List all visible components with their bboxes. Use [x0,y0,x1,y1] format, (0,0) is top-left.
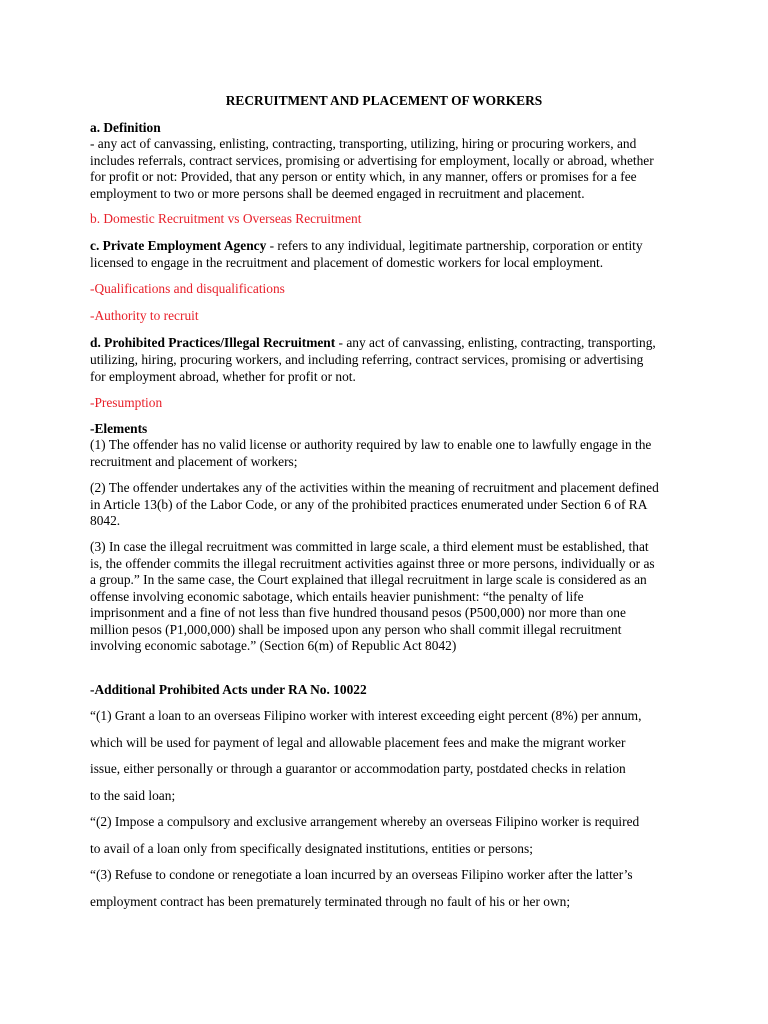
element-line: million pesos (P1,000,000) shall be imposed upon any person who shall commit illegal recruitment [90,621,622,637]
private-agency-line: licensed to engage in the recruitment and placement of domestic workers for local employment. [90,255,604,270]
additional-act-line: “(1) Grant a loan to an overseas Filipino worker with interest exceeding eight percent (8%) per annum, [90,708,642,723]
private-agency-text: - refers to any individual, legitimate partnership, corporation or entity [266,238,643,253]
domestic-vs-overseas-heading: b. Domestic Recruitment vs Overseas Recruitment [90,211,362,226]
additional-act-line: “(3) Refuse to condone or renegotiate a loan incurred by an overseas Filipino worker after the latter’s [90,867,633,882]
qualifications-heading: -Qualifications and disqualifications [90,281,285,296]
prohibited-text: - any act of canvassing, enlisting, contracting, transporting, [335,335,656,350]
definition-line: for profit or not: Provided, that any person or entity which, in any manner, offers or promises for a fee [90,169,637,184]
definition-heading: a. Definition [90,120,161,135]
element-line: in Article 13(b) of the Labor Code, or any of the prohibited practices enumerated under Section 6 of RA [90,496,648,512]
prohibited-heading: d. Prohibited Practices/Illegal Recruitment [90,335,336,350]
element-line: imprisonment and a fine of not less than five hundred thousand pesos (P500,000) nor more than one [90,605,626,620]
definition-line: employment to two or more persons shall be deemed engaged in recruitment and placement. [90,185,585,201]
additional-acts-heading: -Additional Prohibited Acts under RA No. 10022 [90,682,367,697]
definition-line: includes referrals, contract services, promising or advertising for employment, locally or abroad, whether [90,152,654,168]
prohibited-line [90,335,656,352]
additional-act-line: employment contract has been prematurely terminated through no fault of his or her own; [90,893,571,909]
authority-heading: -Authority to recruit [90,308,199,323]
element-line: is, the offender commits the illegal recruitment activities against three or more persons, individually or as [90,555,655,571]
private-agency-line [90,238,643,255]
element-line: a group.” In the same case, the Court explained that illegal recruitment in large scale is considered as an [90,572,647,587]
additional-act-line: to avail of a loan only from specifically designated institutions, entities or persons; [90,840,533,856]
document-title: RECRUITMENT AND PLACEMENT OF WORKERS [225,93,543,108]
additional-act-line: which will be used for payment of legal and allowable placement fees and make the migrant worker [90,734,626,750]
elements-heading: -Elements [90,421,148,436]
element-line: recruitment and placement of workers; [90,453,298,469]
element-line: offense involving economic sabotage, which entails heavier punishment: “the penalty of life [90,588,584,604]
prohibited-line: utilizing, hiring, procuring workers, and including referring, contract services, promising or advertising [90,352,644,367]
element-line: (1) The offender has no valid license or authority required by law to enable one to lawfully engage in the [90,437,652,452]
element-line: involving economic sabotage.” (Section 6(m) of Republic Act 8042) [90,638,457,653]
element-line: (3) In case the illegal recruitment was committed in large scale, a third element must be established, that [90,539,649,554]
additional-act-line: issue, either personally or through a guarantor or accommodation party, postdated checks in relation [90,761,626,776]
private-agency-heading: c. Private Employment Agency [90,238,267,253]
element-line: (2) The offender undertakes any of the activities within the meaning of recruitment and placement defined [90,480,659,495]
additional-act-line: “(2) Impose a compulsory and exclusive arrangement whereby an overseas Filipino worker is required [90,814,640,829]
presumption-heading: -Presumption [90,395,163,410]
definition-line: - any act of canvassing, enlisting, contracting, transporting, utilizing, hiring or procuring workers, and [90,136,637,151]
additional-act-line: to the said loan; [90,787,176,803]
element-line: 8042. [90,513,121,528]
prohibited-line: for employment abroad, whether for profit or not. [90,368,356,384]
